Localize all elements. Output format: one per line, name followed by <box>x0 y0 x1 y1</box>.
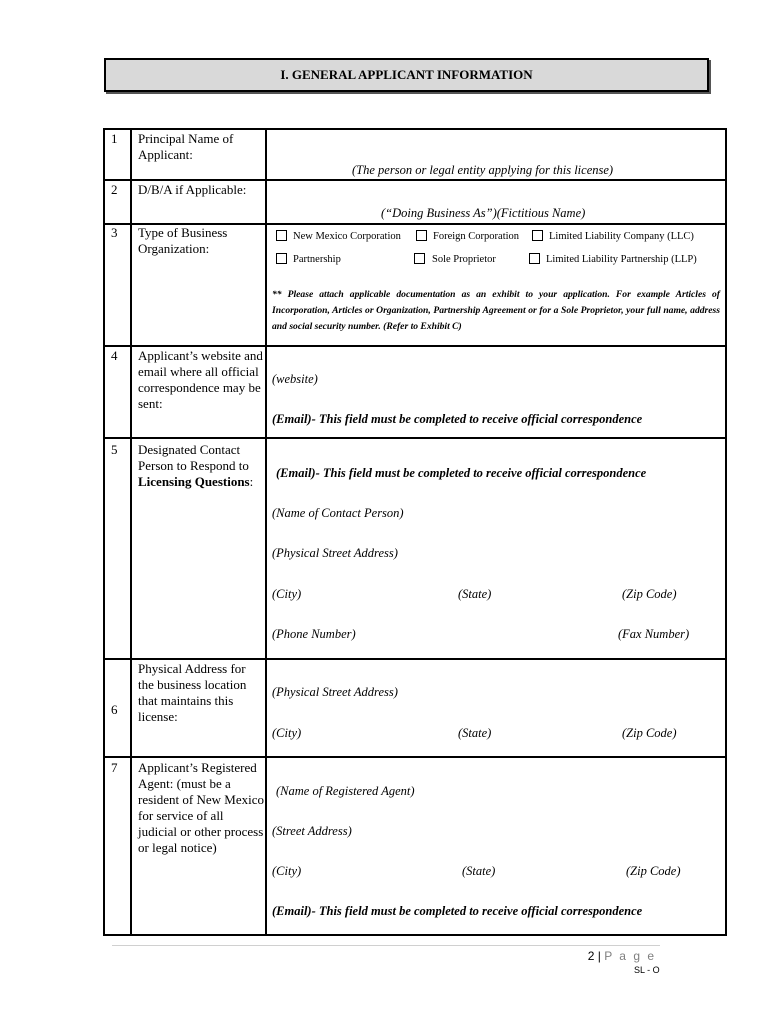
agent-street-field[interactable]: (Street Address) <box>272 824 352 838</box>
row-number: 3 <box>111 225 118 240</box>
checkbox-partnership[interactable] <box>276 253 287 264</box>
business-city-field[interactable]: (City) <box>272 726 302 740</box>
registered-agent-label: Applicant’s Registered Agent: (must be a resident of New Mexico for service of all judicial or other process or legal notice) <box>138 760 264 855</box>
contact-city-field[interactable]: (City) <box>272 587 302 601</box>
contact-fax-field[interactable]: (Fax Number) <box>618 627 690 641</box>
option-label: Limited Liability Company (LLC) <box>549 231 694 242</box>
business-state-field[interactable]: (State) <box>458 726 492 740</box>
option-label: Limited Liability Partnership (LLP) <box>546 254 697 265</box>
row-number: 4 <box>111 348 118 363</box>
agent-state-field[interactable]: (State) <box>462 864 496 878</box>
row-divider <box>103 756 727 758</box>
option-label: New Mexico Corporation <box>293 231 401 242</box>
agent-name-field[interactable]: (Name of Registered Agent) <box>276 784 415 798</box>
dba-field[interactable]: (“Doing Business As”)(Fictitious Name) <box>381 206 586 220</box>
column-divider <box>130 128 132 936</box>
row-number: 6 <box>111 702 118 717</box>
row-number: 2 <box>111 182 118 197</box>
footer-divider <box>112 945 660 946</box>
agent-city-field[interactable]: (City) <box>272 864 302 878</box>
row-number: 1 <box>111 131 118 146</box>
principal-name-field[interactable]: (The person or legal entity applying for this license) <box>352 163 614 177</box>
contact-label-bold: Licensing Questions <box>138 474 250 489</box>
row-divider <box>103 437 727 439</box>
page-number-value: 2 <box>587 949 595 963</box>
business-type-label: Type of Business Organization: <box>138 225 228 256</box>
dba-label: D/B/A if Applicable: <box>138 182 247 197</box>
row-number: 7 <box>111 760 118 775</box>
agent-zip-field[interactable]: (Zip Code) <box>626 864 681 878</box>
column-divider <box>265 128 267 936</box>
contact-email-field[interactable]: (Email)- This field must be completed to receive official correspondence <box>276 466 647 480</box>
form-code: SL - O <box>634 965 660 975</box>
physical-address-label: Physical Address for the business location that maintains this license: <box>138 661 247 724</box>
agent-email-field[interactable]: (Email)- This field must be completed to receive official correspondence <box>272 904 643 918</box>
row-divider <box>103 179 727 181</box>
contact-state-field[interactable]: (State) <box>458 587 492 601</box>
row-divider <box>103 345 727 347</box>
contact-name-field[interactable]: (Name of Contact Person) <box>272 506 404 520</box>
checkbox-sole-proprietor[interactable] <box>414 253 425 264</box>
contact-zip-field[interactable]: (Zip Code) <box>622 587 677 601</box>
section-title: I. GENERAL APPLICANT INFORMATION <box>280 67 533 82</box>
page-word: P a g e <box>604 949 656 963</box>
row-divider <box>103 658 727 660</box>
checkbox-nm-corporation[interactable] <box>276 230 287 241</box>
row-number: 5 <box>111 442 118 457</box>
checkbox-llc[interactable] <box>532 230 543 241</box>
checkbox-foreign-corporation[interactable] <box>416 230 427 241</box>
page-number: 2 | P a g e <box>587 949 656 963</box>
contact-street-field[interactable]: (Physical Street Address) <box>272 546 398 560</box>
checkbox-llp[interactable] <box>529 253 540 264</box>
business-zip-field[interactable]: (Zip Code) <box>622 726 677 740</box>
business-street-field[interactable]: (Physical Street Address) <box>272 685 398 699</box>
documentation-note: ** Please attach applicable documentation as an exhibit to your application. For example Articles of Incorporation, Articles or Organization, Partnership Agreement or for a Sole Proprietor, your full name, address and social security number. (Refer to Exhibit C) <box>272 289 720 332</box>
contact-phone-field[interactable]: (Phone Number) <box>272 627 356 641</box>
contact-label-colon: : <box>249 474 254 489</box>
section-header <box>104 58 709 92</box>
option-label: Partnership <box>293 254 341 265</box>
email-field[interactable]: (Email)- This field must be completed to receive official correspondence <box>272 412 643 426</box>
website-field[interactable]: (website) <box>272 372 318 386</box>
option-label: Foreign Corporation <box>433 231 520 242</box>
contact-person-label <box>138 442 258 490</box>
website-email-label: Applicant’s website and email where all official correspondence may be sent: <box>138 348 263 411</box>
contact-label-text: Designated Contact Person to Respond to <box>138 442 249 473</box>
principal-name-label: Principal Name of Applicant: <box>138 131 234 162</box>
option-label: Sole Proprietor <box>432 254 496 265</box>
